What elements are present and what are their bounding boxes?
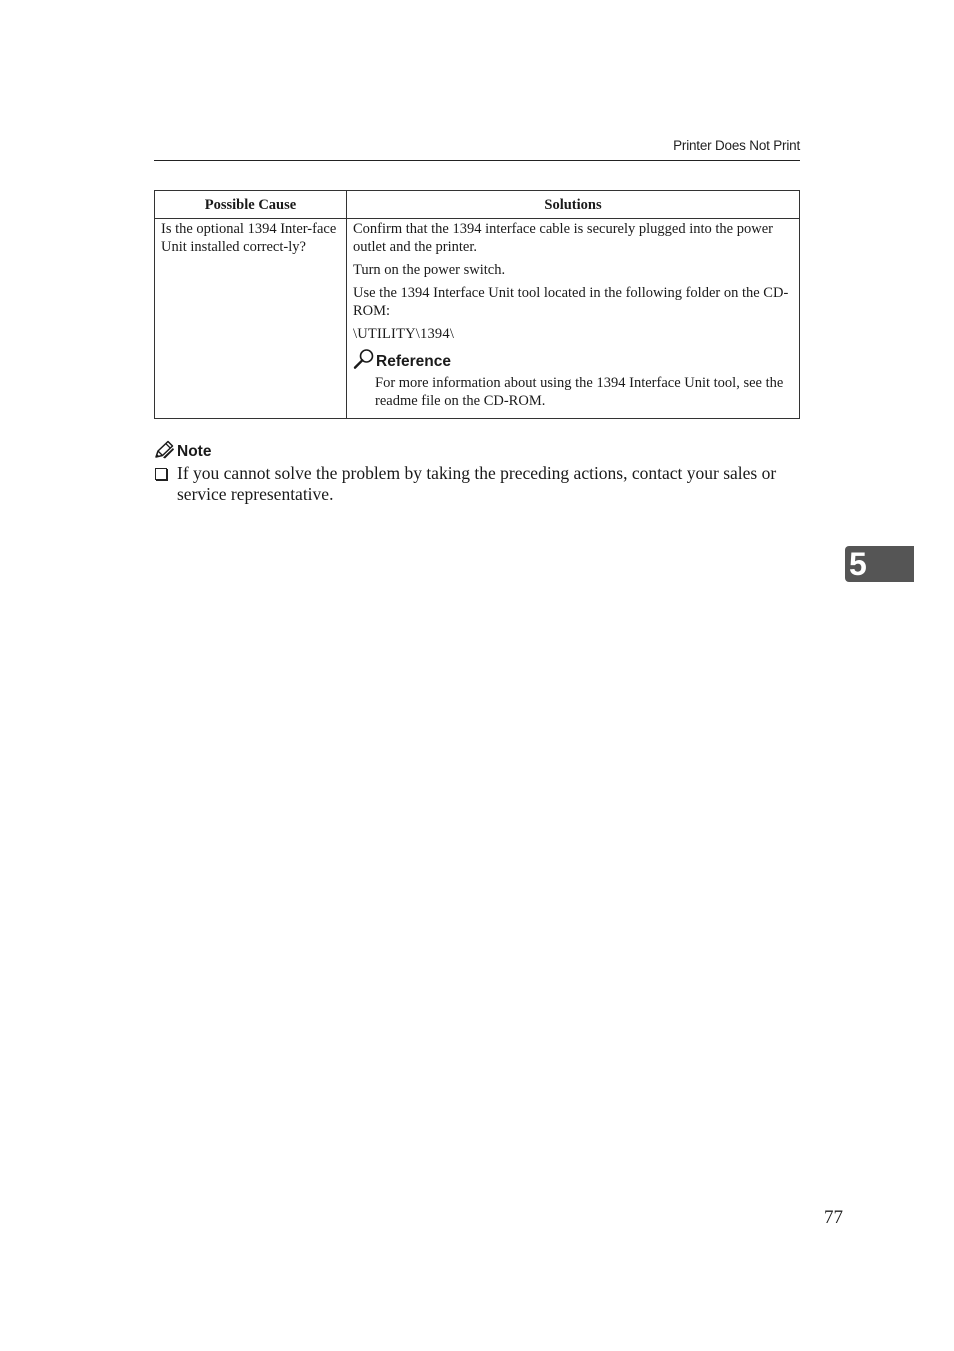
reference-label: Reference [376,353,451,370]
note-heading [154,438,800,460]
reference-text: For more information about using the 1394 Interface Unit tool, see the readme file on the CD-ROM. [375,375,784,409]
reference-heading [353,348,793,370]
folder-path: \UTILITY\1394\ [353,326,455,342]
chapter-tab [845,546,914,582]
table-header-row [155,191,800,219]
pencil-icon [154,440,175,460]
solution-item: Confirm that the 1394 interface cable is securely plugged into the power outlet and the printer. [353,221,773,255]
chapter-number: 5 [849,546,867,582]
note-item-text: If you cannot solve the problem by taking the preceding actions, contact your sales or service representative. [177,463,777,504]
solutions-cell [347,219,800,419]
running-header-title: Printer Does Not Print [673,138,800,153]
magnifier-icon [353,348,375,370]
cause-solution-table [154,190,800,419]
checkbox-bullet-icon [155,468,167,480]
solution-item: Turn on the power switch. [353,262,506,278]
note-label: Note [177,443,212,460]
column-header-solutions: Solutions [347,191,800,219]
note-item [154,463,800,505]
cause-cell [155,219,347,419]
note-section [154,438,800,505]
table-row [155,219,800,419]
cause-text: Is the optional 1394 Inter-face Unit installed correct-ly? [161,221,337,255]
running-header [154,138,800,161]
page-number: 77 [824,1207,843,1228]
solution-item: Use the 1394 Interface Unit tool located in the following folder on the CD-ROM: [353,285,789,319]
column-header-cause: Possible Cause [155,191,347,219]
